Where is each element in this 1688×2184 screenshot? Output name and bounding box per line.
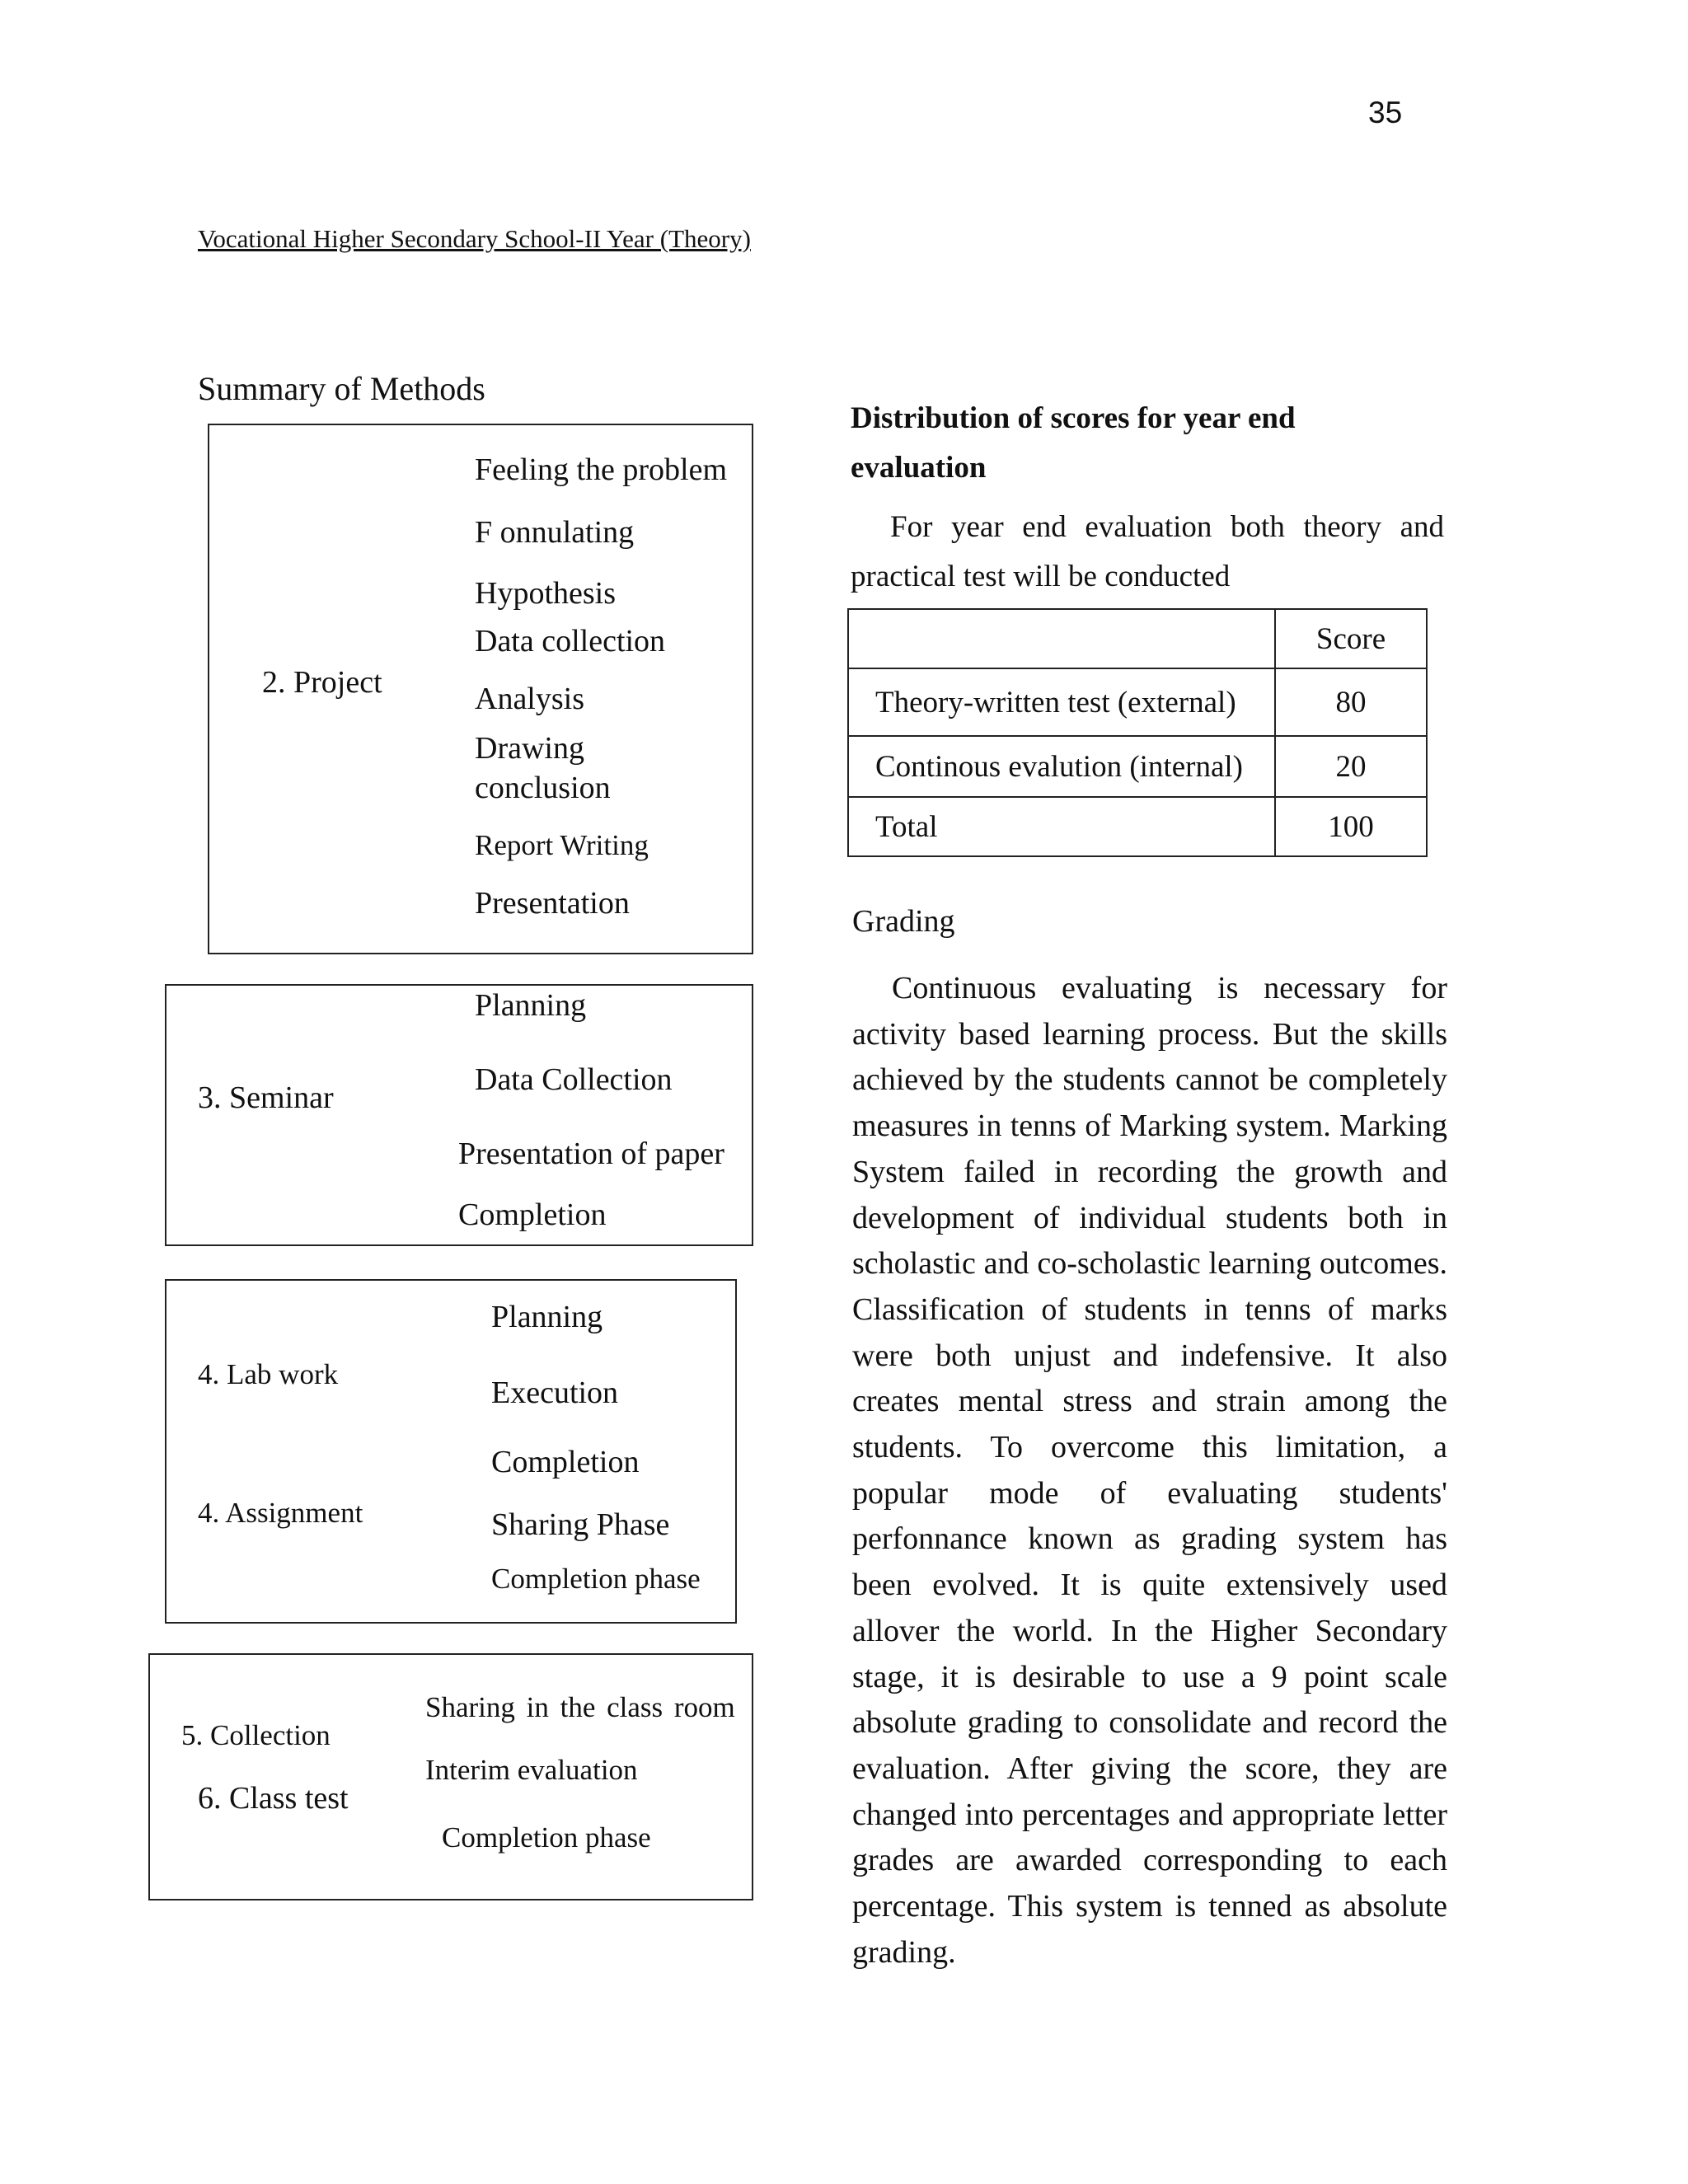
table-cell-score: 80 — [1275, 668, 1427, 736]
lab-label: 4. Lab work — [198, 1358, 339, 1390]
collection-label: 6. Class test — [198, 1781, 349, 1816]
table-header-cell: Score — [1275, 609, 1427, 668]
table-row — [848, 797, 1427, 856]
project-step: conclusion — [475, 771, 611, 805]
lab-step: Sharing Phase — [491, 1507, 670, 1542]
grading-title: Grading — [852, 904, 955, 939]
lab-label: 4. Assignment — [198, 1497, 363, 1529]
collection-step: Sharing in the class room — [425, 1691, 735, 1723]
project-step: Data collection — [475, 624, 666, 658]
running-header: Vocational Higher Secondary School-II Year (Theory) — [198, 224, 751, 253]
distribution-heading: Distribution of scores for year end evaluation — [851, 401, 1296, 485]
project-label: 2. Project — [262, 665, 382, 700]
score-table — [847, 608, 1428, 857]
table-header-cell — [848, 609, 1275, 668]
collection-step: Interim evaluation — [425, 1754, 638, 1786]
table-row — [848, 736, 1427, 797]
seminar-step: Presentation of paper — [458, 1137, 724, 1171]
lab-step: Completion phase — [491, 1563, 701, 1595]
project-step: Report Writing — [475, 829, 649, 861]
collection-label: 5. Collection — [181, 1719, 331, 1751]
table-cell-component: Theory-written test (external) — [848, 668, 1275, 736]
lab-step: Completion — [491, 1445, 640, 1479]
seminar-step: Planning — [475, 988, 587, 1023]
summary-title: Summary of Methods — [198, 370, 485, 407]
table-header-row — [848, 609, 1427, 668]
lab-step: Execution — [491, 1376, 619, 1410]
project-step: Hypothesis — [475, 576, 616, 611]
project-step: F onnulating — [475, 515, 635, 550]
page-number: 35 — [1368, 96, 1403, 129]
seminar-step: Completion — [458, 1197, 607, 1232]
table-cell-component: Total — [848, 797, 1275, 856]
grading-paragraph: Continuous evaluating is necessary for activity based learning process. But the skills achieved by the students cannot be completely measures in tenns of Marking system. Marking System failed in recording the growth and development of individual students both in scholastic and co-scholastic learning outcomes. Classification of students in tenns of marks were both unjust and indefensive. It also creates mental stress and strain among the students. To overcome this limitation, a popular mode of evaluating students' perfonnance known as grading system has been evolved. It is quite extensively used allover the world. In the Higher Secondary stage, it is desirable to use a 9 point scale absolute grading to consolidate and record the evaluation. After giving the score, they are changed into percentages and appropriate letter grades are awarded corresponding to each percentage. This system is tenned as absolute grading. — [852, 971, 1447, 1970]
lab-step: Planning — [491, 1300, 603, 1334]
table-cell-score: 20 — [1275, 736, 1427, 797]
collection-step: Completion phase — [442, 1821, 651, 1854]
table-row — [848, 668, 1427, 736]
seminar-step: Data Collection — [475, 1062, 673, 1097]
project-step: Presentation — [475, 886, 630, 921]
table-cell-component: Continous evalution (internal) — [848, 736, 1275, 797]
seminar-label: 3. Seminar — [198, 1080, 334, 1115]
project-step: Feeling the problem — [475, 452, 728, 487]
distribution-intro: For year end evaluation both theory and practical test will be conducted — [851, 510, 1444, 593]
project-step: Drawing — [475, 731, 584, 766]
project-step: Analysis — [475, 682, 584, 716]
table-cell-score: 100 — [1275, 797, 1427, 856]
